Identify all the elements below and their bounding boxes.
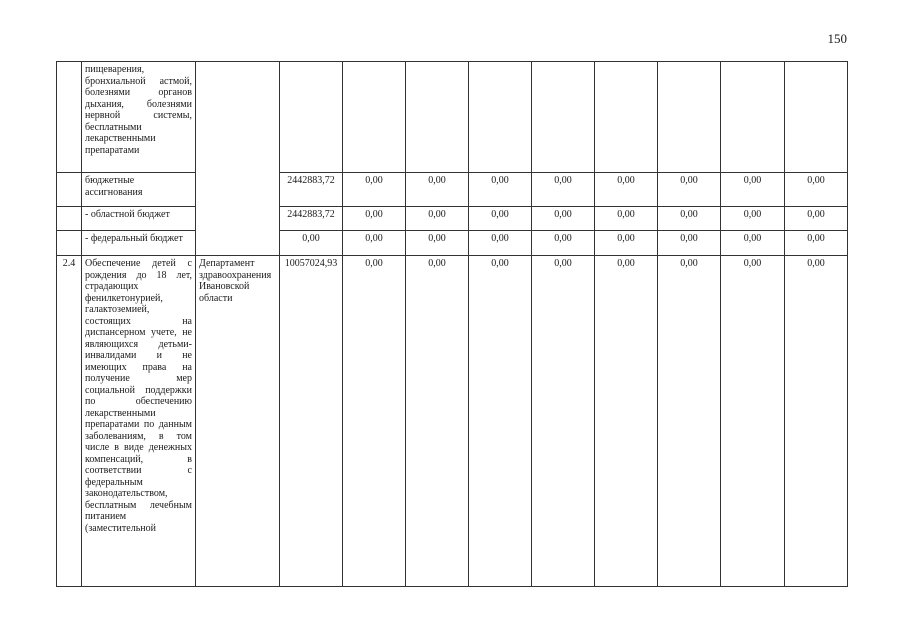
value-cell: 0,00 [785, 173, 848, 207]
value-cell: 0,00 [343, 231, 406, 256]
row-executor [196, 62, 280, 256]
value-cell: 0,00 [343, 256, 406, 587]
value-cell: 0,00 [658, 256, 721, 587]
table-row [57, 231, 848, 256]
row-description: бюджетные ассигнования [82, 173, 196, 207]
row-total [280, 62, 343, 173]
value-cell: 0,00 [406, 173, 469, 207]
value-cell [785, 62, 848, 173]
value-cell: 0,00 [469, 207, 532, 231]
value-cell: 0,00 [595, 173, 658, 207]
value-cell: 0,00 [595, 207, 658, 231]
value-cell [658, 62, 721, 173]
value-cell [406, 62, 469, 173]
value-cell: 0,00 [721, 207, 785, 231]
value-cell: 0,00 [469, 231, 532, 256]
row-total: 2442883,72 [280, 207, 343, 231]
value-cell: 0,00 [658, 173, 721, 207]
value-cell: 0,00 [469, 256, 532, 587]
value-cell: 0,00 [469, 173, 532, 207]
value-cell: 0,00 [785, 256, 848, 587]
row-total: 2442883,72 [280, 173, 343, 207]
value-cell: 0,00 [595, 256, 658, 587]
value-cell: 0,00 [721, 173, 785, 207]
value-cell: 0,00 [532, 231, 595, 256]
value-cell: 0,00 [658, 231, 721, 256]
row-executor: Департамент здравоохранения Ивановской области [196, 256, 280, 587]
row-index [57, 231, 82, 256]
value-cell: 0,00 [785, 231, 848, 256]
value-cell: 0,00 [785, 207, 848, 231]
row-index: 2.4 [57, 256, 82, 587]
value-cell: 0,00 [595, 231, 658, 256]
value-cell: 0,00 [406, 207, 469, 231]
value-cell: 0,00 [406, 256, 469, 587]
table-row [57, 207, 848, 231]
row-description: - областной бюджет [82, 207, 196, 231]
value-cell: 0,00 [343, 207, 406, 231]
row-index [57, 62, 82, 173]
value-cell: 0,00 [721, 256, 785, 587]
value-cell [532, 62, 595, 173]
row-total: 10057024,93 [280, 256, 343, 587]
row-index [57, 207, 82, 231]
value-cell: 0,00 [721, 231, 785, 256]
value-cell [343, 62, 406, 173]
value-cell [721, 62, 785, 173]
row-description: - федеральный бюджет [82, 231, 196, 256]
value-cell [595, 62, 658, 173]
value-cell: 0,00 [406, 231, 469, 256]
row-total: 0,00 [280, 231, 343, 256]
value-cell [469, 62, 532, 173]
budget-table [56, 61, 848, 587]
page-number: 150 [827, 31, 847, 46]
row-description: пищеварения, бронхиальной астмой, болезнями органов дыхания, болезнями нервной системы, бесплатными лекарственными препаратами [82, 62, 196, 173]
value-cell: 0,00 [532, 256, 595, 587]
value-cell: 0,00 [658, 207, 721, 231]
row-description: Обеспечение детей с рождения до 18 лет, страдающих фенилкетонурией, галактоземией, состоящих на диспансерном учете, не являющихся детьми-инвалидами и не имеющих права на получение мер социальной поддержки по обеспечению лекарственными препаратами по данным заболеваниям, в том числе в виде денежных компенсаций, в соответствии с федеральным законодательством, бесплатным лечебным питанием (заместительной [82, 256, 196, 587]
table-row [57, 62, 848, 173]
table-row [57, 173, 848, 207]
value-cell: 0,00 [532, 173, 595, 207]
value-cell: 0,00 [343, 173, 406, 207]
row-index [57, 173, 82, 207]
value-cell: 0,00 [532, 207, 595, 231]
table-row [57, 256, 848, 587]
